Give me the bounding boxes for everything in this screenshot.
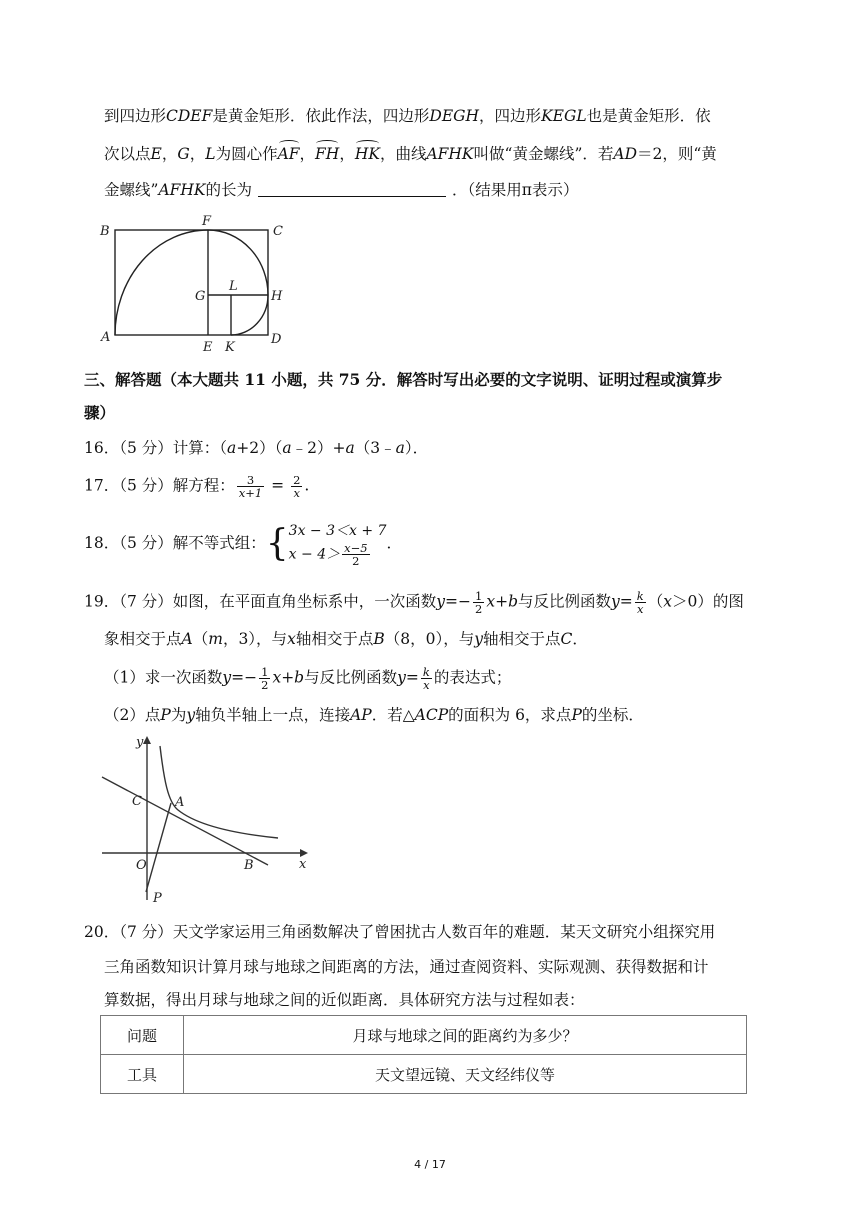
- text: ，: [189, 145, 206, 163]
- table-row: [101, 1055, 747, 1094]
- var: y: [222, 668, 232, 687]
- text: （: [192, 630, 209, 648]
- denominator: 2: [352, 554, 360, 568]
- problem15-line3: [104, 179, 578, 201]
- text: （2）点: [104, 706, 161, 724]
- text: 金螺线”: [104, 181, 159, 199]
- text: ﹣2）+: [291, 439, 346, 457]
- text: 轴负半轴上一点，连接: [195, 706, 351, 724]
- brace: {: [265, 523, 289, 564]
- var: E: [150, 145, 162, 163]
- text: ，3），与: [222, 630, 288, 648]
- fraction-3-over-x-plus-1: [237, 474, 264, 499]
- var: y: [186, 706, 196, 724]
- text: =: [619, 592, 633, 611]
- denominator: 2: [261, 678, 269, 692]
- text: ．: [386, 534, 402, 552]
- var: C: [560, 630, 573, 648]
- text: （1）求一次函数: [104, 668, 223, 687]
- var: a: [345, 439, 355, 457]
- var: y: [474, 630, 483, 648]
- text: 与反比例函数: [518, 592, 612, 611]
- var: A: [181, 630, 193, 648]
- arc-af-shape: [115, 230, 208, 335]
- equals: =: [266, 476, 290, 495]
- text: （: [647, 592, 664, 611]
- text: =: [405, 668, 419, 687]
- var: y: [611, 592, 620, 611]
- text: 的面积为 6，求点: [448, 706, 572, 724]
- var: P: [571, 706, 582, 724]
- answer-blank[interactable]: [258, 180, 446, 197]
- var: DEGH: [429, 107, 480, 125]
- text: =−: [231, 668, 258, 687]
- denominator: 2: [475, 602, 483, 616]
- text: ＞0）的图: [672, 592, 744, 611]
- text: 16．（5 分）计算：（: [84, 439, 228, 457]
- label-f: F: [202, 214, 212, 229]
- inequality-2: [289, 542, 387, 567]
- text: 次以点: [104, 145, 151, 163]
- hyperbola-curve: [160, 746, 278, 838]
- denominator: x+1: [238, 486, 263, 500]
- row-value: 天文望远镜、天文经纬仪等: [184, 1055, 747, 1094]
- text: （3﹣: [354, 439, 396, 457]
- var: L: [205, 145, 216, 163]
- denominator: x: [293, 486, 300, 500]
- label-a: A: [175, 795, 185, 810]
- text: ．（结果用π表示）: [452, 181, 579, 199]
- fraction-2-over-x: [291, 474, 302, 499]
- var: x: [287, 630, 296, 648]
- question-19-part2: [104, 704, 644, 726]
- arc-hk: HK: [354, 145, 380, 163]
- text: 17．（5 分）解方程：: [84, 476, 235, 495]
- var: G: [177, 145, 190, 163]
- denominator: x: [637, 602, 644, 616]
- inequality-system: [289, 521, 387, 567]
- text: 19．（7 分）如图，在平面直角坐标系中，一次函数: [84, 592, 437, 611]
- text: 象相交于点: [104, 630, 182, 648]
- text: ．若△: [371, 706, 415, 724]
- coordinate-figure: [98, 730, 318, 910]
- page-number: 4 / 17: [414, 1158, 446, 1171]
- text: ．: [572, 630, 588, 648]
- text: 18．（5 分）解不等式组：: [84, 534, 266, 552]
- linear-function-line: [102, 777, 268, 865]
- label-b: B: [100, 224, 110, 239]
- text: ，四边形: [479, 107, 542, 125]
- text: 的长为: [205, 181, 252, 199]
- text: 也是黄金矩形．依: [586, 107, 711, 125]
- text: ，曲线: [379, 145, 427, 163]
- fraction-k-over-x: [635, 590, 646, 615]
- var: ACP: [414, 706, 449, 724]
- numerator: 1: [261, 665, 269, 679]
- fraction-half: [473, 590, 484, 615]
- label-c: C: [132, 794, 142, 809]
- row-label: 工具: [101, 1055, 184, 1094]
- numerator: 3: [237, 474, 264, 487]
- var: a: [282, 439, 292, 457]
- inequality-1: 3x − 3＜x + 7: [288, 523, 387, 539]
- numerator: k: [422, 665, 430, 679]
- label-p: P: [153, 891, 162, 906]
- text: ，: [161, 145, 178, 163]
- var: y: [436, 592, 446, 611]
- text: 为: [170, 706, 187, 724]
- fraction-k-over-x: [421, 666, 432, 691]
- question-20-line1: 20．（7 分）天文学家运用三角函数解决了曾困扰古人数百年的难题．某天文研究小组探究用: [84, 923, 716, 941]
- var: AFHK: [158, 181, 206, 199]
- text: 叫做“黄金螺线”．若: [473, 145, 614, 163]
- row-value: 月球与地球之间的距离约为多少？: [184, 1016, 747, 1055]
- text: ＝2，则“黄: [637, 145, 717, 163]
- var: a: [395, 439, 405, 457]
- arc-af: AF: [277, 145, 300, 163]
- question-18: [84, 520, 402, 567]
- text: （8，0），与: [384, 630, 475, 648]
- var: AP: [350, 706, 372, 724]
- label-e: E: [203, 340, 213, 355]
- question-20-line2: 三角函数知识计算月球与地球之间距离的方法，通过查阅资料、实际观测、获得数据和计: [104, 958, 709, 976]
- arc-fh: FH: [315, 145, 340, 163]
- y-arrow: [143, 736, 151, 744]
- research-table: [100, 1015, 747, 1094]
- golden-spiral-figure: [92, 212, 302, 357]
- text: 的坐标．: [581, 706, 644, 724]
- text: =−: [445, 592, 472, 611]
- section3-heading-line1: 三、解答题（本大题共 11 小题，共 75 分．解答时写出必要的文字说明、证明过程或演算步: [84, 370, 723, 389]
- arc-hk-shape: [231, 295, 268, 335]
- text: x − 4＞: [288, 546, 341, 563]
- line-ap: [146, 803, 171, 892]
- numerator: 1: [475, 589, 483, 603]
- label-l: L: [229, 279, 238, 294]
- label-d: D: [271, 332, 282, 347]
- text: ）．: [404, 439, 429, 457]
- var: y: [397, 668, 406, 687]
- problem15-line2: 次以点E，G，L为圆心作AF，FH，HK，曲线AFHK叫做“黄金螺线”．若AD＝2，则“黄: [104, 145, 717, 163]
- question-16: [84, 437, 428, 459]
- var: x+b: [272, 668, 305, 687]
- var: CDEF: [166, 107, 213, 125]
- var: AFHK: [426, 145, 474, 163]
- table-row: [101, 1016, 747, 1055]
- numerator: x−5: [344, 541, 368, 555]
- var: x+b: [486, 592, 518, 611]
- arc-fh-shape: [208, 230, 268, 295]
- label-b: B: [244, 858, 254, 873]
- text: 是黄金矩形．依此作法，四边形: [212, 107, 430, 125]
- var: m: [208, 630, 223, 648]
- var: AD: [613, 145, 637, 163]
- label-h: H: [271, 289, 283, 304]
- text: 与反比例函数: [304, 668, 398, 687]
- question-19-line2: [104, 628, 588, 650]
- var: a: [227, 439, 237, 457]
- x-arrow: [300, 849, 308, 857]
- numerator: 2: [293, 473, 301, 487]
- text: 轴相交于点: [295, 630, 374, 648]
- question-19-part1: [104, 666, 511, 691]
- label-g: G: [195, 289, 206, 304]
- text: 的表达式；: [433, 668, 512, 687]
- problem15-line1: [104, 105, 711, 127]
- label-o: O: [136, 858, 147, 873]
- question-17: [84, 474, 309, 499]
- denominator: x: [423, 678, 430, 692]
- section3-heading-line2: 骤）: [84, 403, 116, 422]
- outer-rectangle: [115, 230, 268, 335]
- label-a: A: [101, 330, 111, 345]
- numerator: k: [636, 589, 644, 603]
- text: +2）（: [236, 439, 283, 457]
- label-x: x: [299, 857, 307, 872]
- fraction: [342, 542, 369, 567]
- question-20-line3: 算数据，得出月球与地球之间的近似距离．具体研究方法与过程如表：: [104, 991, 585, 1009]
- text: 为圆心作: [215, 145, 278, 163]
- row-label: 问题: [101, 1016, 184, 1055]
- text: 轴相交于点: [482, 630, 561, 648]
- var: B: [373, 630, 385, 648]
- label-y: y: [136, 735, 144, 750]
- question-19-line1: [84, 590, 744, 615]
- text: .: [304, 476, 310, 495]
- label-c: C: [273, 224, 283, 239]
- var: P: [160, 706, 171, 724]
- text: 到四边形: [104, 107, 167, 125]
- var: x: [663, 592, 673, 611]
- fraction-half: [259, 666, 270, 691]
- var: KEGL: [541, 107, 587, 125]
- label-k: K: [225, 340, 235, 355]
